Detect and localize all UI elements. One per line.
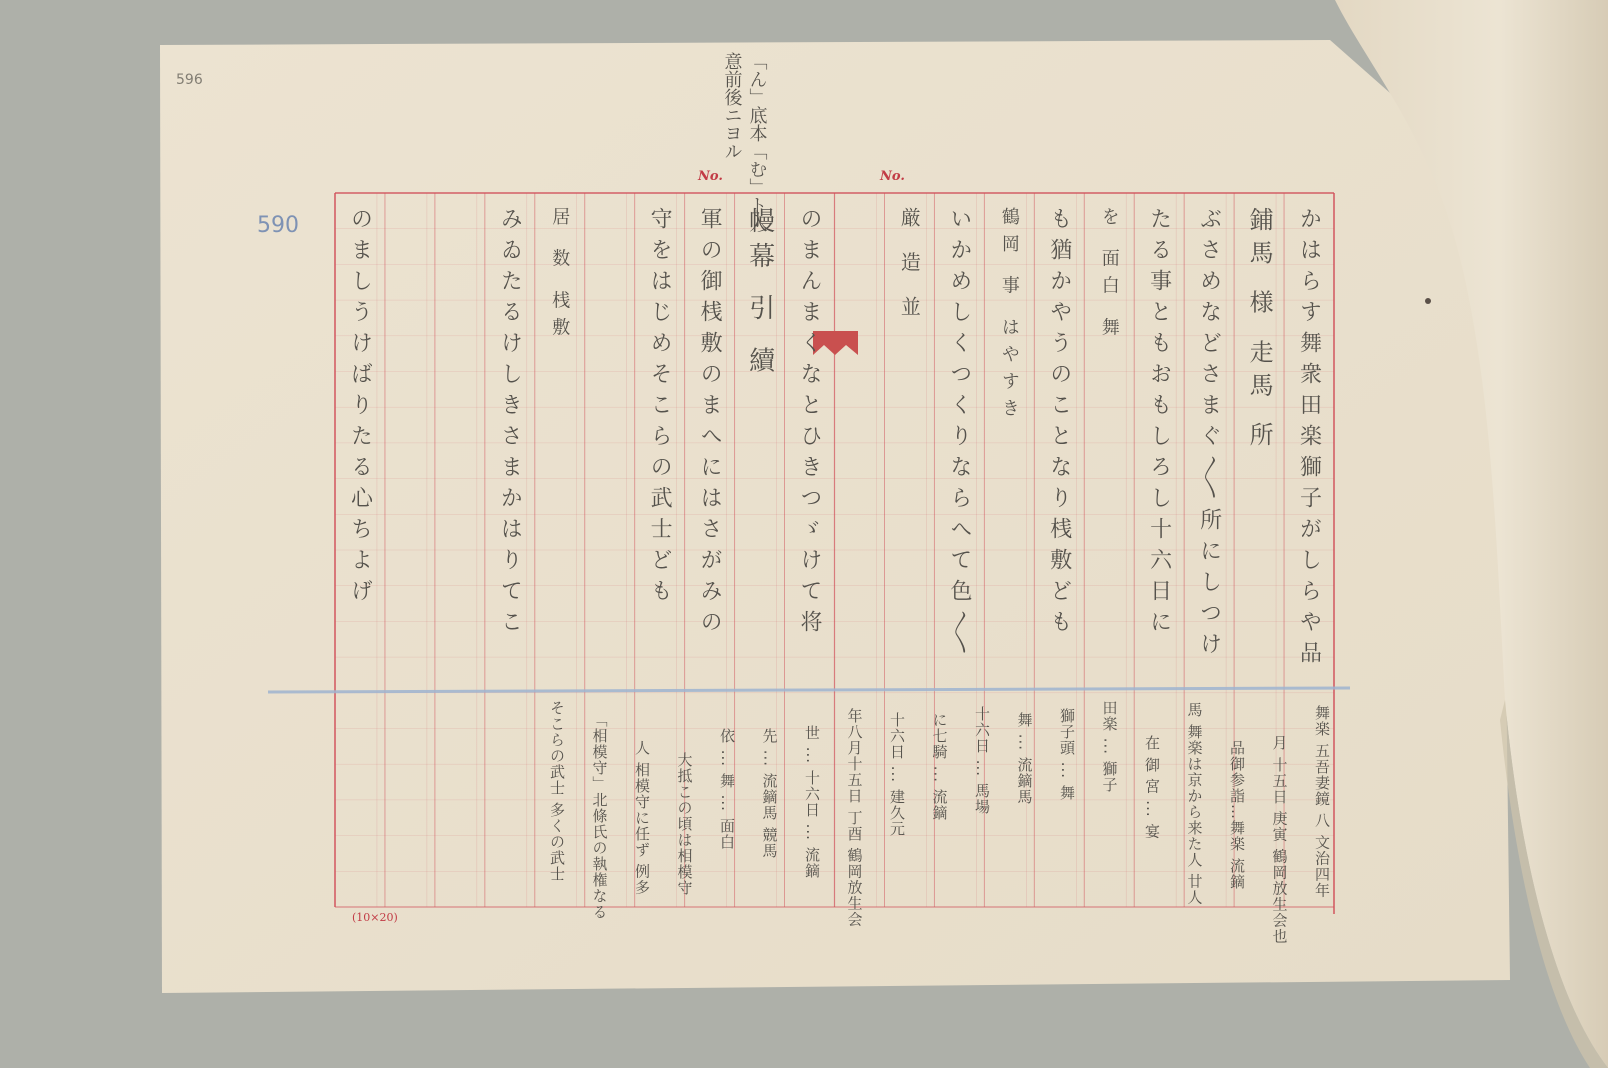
manuscript-column-10: のまんまくなとひきつゞけて将 (797, 207, 823, 641)
annotation-line-1: 舞楽 五吾妻鏡 八 文治四年 (1313, 705, 1331, 899)
annotation-line-16: 大抵この頃は相模守 (675, 752, 694, 896)
manuscript-column-11: 幔幕 引 續 (744, 207, 775, 382)
manuscript-column-15: みゐたるけしきさまかはりてこ (497, 207, 523, 641)
column-header-left: No. (698, 169, 723, 184)
annotation-line-6: 田楽 ... 獅子 (1100, 700, 1119, 793)
annotation-line-7: 獅子頭 ... 舞 (1058, 708, 1076, 801)
manuscript-column-14: 居 数 桟敷 (549, 207, 571, 345)
corner-page-number: 596 (176, 72, 203, 88)
annotation-line-9: 十六日 ... 馬場 (973, 706, 991, 815)
manuscript-column-4: たる事ともおもしろし十六日に (1146, 207, 1172, 641)
annotation-line-17: 人 相模守に任ず 例多 (633, 740, 651, 896)
manuscript-column-5: を 面白 舞 (1098, 207, 1120, 345)
annotation-line-13: 世 ... 十六日 ... 流鏑 (803, 725, 821, 879)
annotation-line-11: 十六日 ... 建久元 (888, 712, 906, 837)
manuscript-grid (335, 193, 1334, 914)
manuscript-column-6: も猶かやうのことなり桟敷ども (1046, 207, 1072, 641)
annotation-line-4: 馬 舞楽は京から来た人 廿人 (1185, 702, 1204, 906)
annotation-line-10: に七騎 ... 流鏑 (930, 712, 949, 821)
annotation-line-2: 月 十五日 庚寅 鶴岡放生会也 (1270, 735, 1289, 945)
manuscript-column-3: ぶさめなどさまぐ〱所にしつけ (1196, 207, 1222, 663)
annotation-line-15: 依 ... 舞 ... 面白 (718, 728, 736, 850)
manuscript-column-2: 鋪馬 様 走馬 所 (1245, 207, 1274, 455)
column-header-right: No. (880, 169, 905, 184)
manuscript-column-12: 軍の御桟敷のまへにはさがみの (697, 207, 723, 641)
annotation-line-12: 年八月十五日 丁酉 鶴岡放生会 (845, 708, 864, 928)
annotation-line-8: 舞 ... 流鏑馬 (1015, 712, 1034, 805)
manuscript-column-9: 厳 造 並 (897, 207, 922, 325)
manuscript-column-8: いかめしくつくりならへて色〱 (946, 207, 972, 663)
manuscript-column-7: 鶴岡 事 はやすき (998, 207, 1020, 426)
annotation-line-19: そこらの武士 多くの武士 (548, 700, 566, 882)
stamp-page-number: 590 (257, 213, 299, 238)
annotation-line-18: 「相模守」北條氏の執権なる (590, 712, 609, 920)
top-note-line-1: 「ん」底本「む」ト入 (746, 52, 768, 232)
top-note-line-2: 意前後ニヨル (721, 52, 743, 160)
manuscript-column-13: 守をはじめそこらの武士ども (647, 207, 673, 610)
manuscript-column-1: かはらす舞衆田楽獅子がしらや品 (1296, 207, 1322, 672)
grid-label: (10×20) (352, 911, 398, 924)
manuscript-column-16: のましうけばりたる心ちよげ (347, 207, 373, 610)
annotation-line-14: 先 ... 流鏑馬 競馬 (760, 728, 779, 859)
annotation-line-5: 在 御 宮 ... 宴 (1143, 735, 1161, 840)
annotation-line-3: 品御参詣…舞楽 流鏑 (1228, 740, 1246, 890)
